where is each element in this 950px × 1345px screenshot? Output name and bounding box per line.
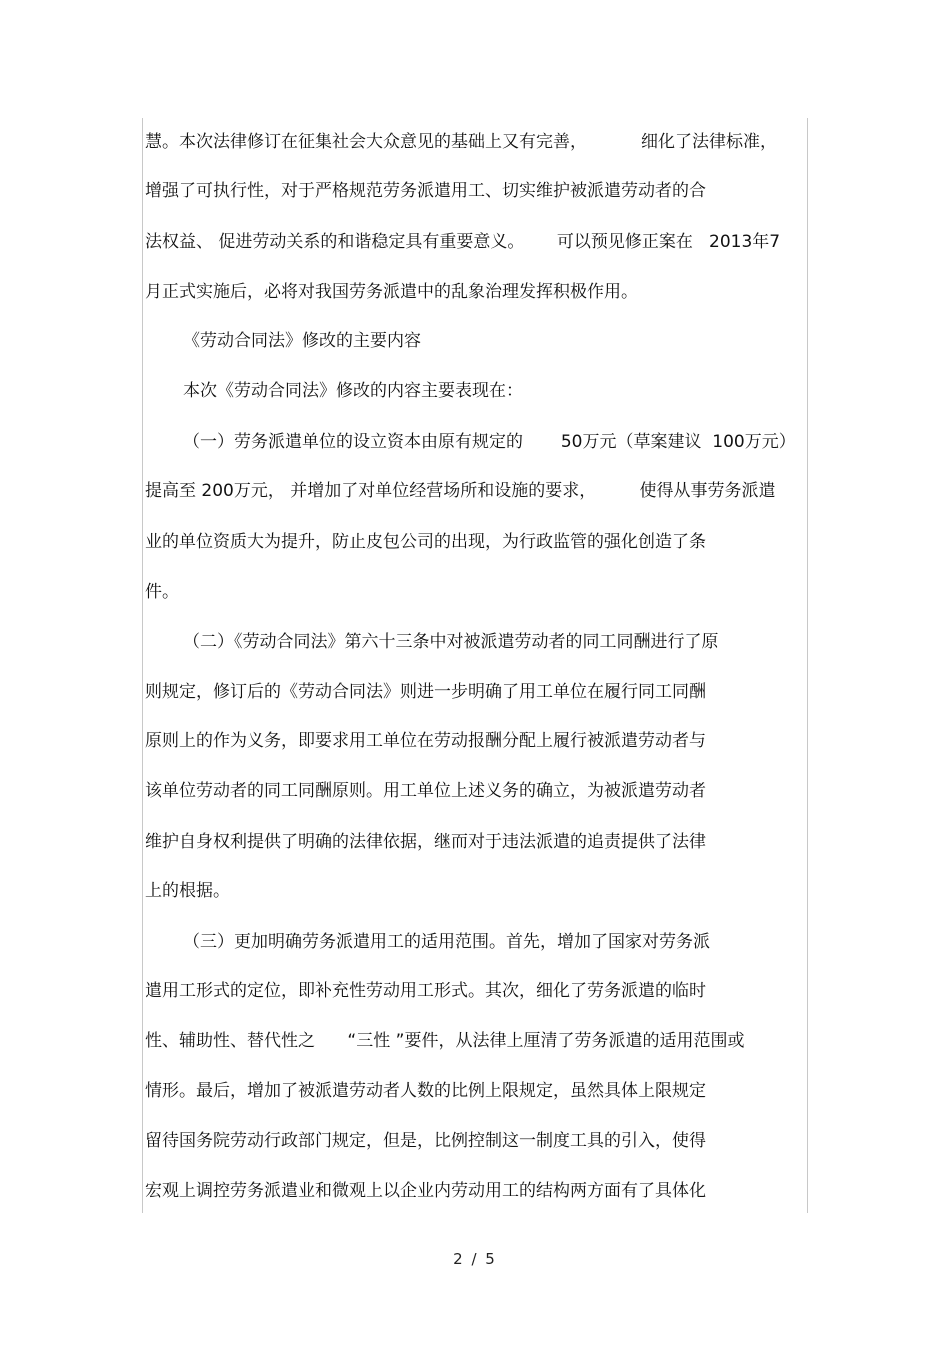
text-line: 宏观上调控劳务派遣业和微观上以企业内劳动用工的结构两方面有了具体化 [145,1181,706,1201]
text-line: 提高至 200万元， 并增加了对单位经营场所和设施的要求， 使得从事劳务派遣 [145,481,776,501]
text-line: 留待国务院劳动行政部门规定，但是，比例控制这一制度工具的引入，使得 [145,1131,706,1151]
page-number: 2 / 5 [453,1250,497,1268]
text-line: 原则上的作为义务，即要求用工单位在劳动报酬分配上履行被派遣劳动者与 [145,731,706,751]
text-line: （二）《劳动合同法》第六十三条中对被派遣劳动者的同工同酬进行了原 [183,632,719,652]
text-line: 件。 [145,582,179,602]
text-line: （三）更加明确劳务派遣用工的适用范围。首先，增加了国家对劳务派 [183,932,710,952]
text-line: 上的根据。 [145,881,230,901]
text-line: 遣用工形式的定位，即补充性劳动用工形式。其次，细化了劳务派遣的临时 [145,981,706,1001]
section-heading: 《劳动合同法》修改的主要内容 [183,331,421,351]
text-line: 情形。最后，增加了被派遣劳动者人数的比例上限规定，虽然具体上限规定 [145,1081,706,1101]
text-line: 月正式实施后，必将对我国劳务派遣中的乱象治理发挥积极作用。 [145,282,638,302]
text-line: 业的单位资质大为提升，防止皮包公司的出现，为行政监管的强化创造了条 [145,532,706,552]
text-line: 本次《劳动合同法》修改的内容主要表现在： [183,381,523,401]
text-line: 维护自身权利提供了明确的法律依据，继而对于违法派遣的追责提供了法律 [145,832,706,852]
text-line: 则规定，修订后的《劳动合同法》则进一步明确了用工单位在履行同工同酬 [145,682,706,702]
text-line: 慧。本次法律修订在征集社会大众意见的基础上又有完善， 细化了法律标准， [145,132,778,152]
text-line: 性、辅助性、替代性之 “三性 ”要件，从法律上厘清了劳务派遣的适用范围或 [145,1031,745,1051]
text-line: 法权益、 促进劳动关系的和谐稳定具有重要意义。 可以预见修正案在 2013年7 [145,232,781,252]
text-line: （一）劳务派遣单位的设立资本由原有规定的 50万元（草案建议 100万元） [183,432,796,452]
text-line: 该单位劳动者的同工同酬原则。用工单位上述义务的确立，为被派遣劳动者 [145,781,706,801]
text-line: 增强了可执行性，对于严格规范劳务派遣用工、切实维护被派遣劳动者的合 [145,181,706,201]
